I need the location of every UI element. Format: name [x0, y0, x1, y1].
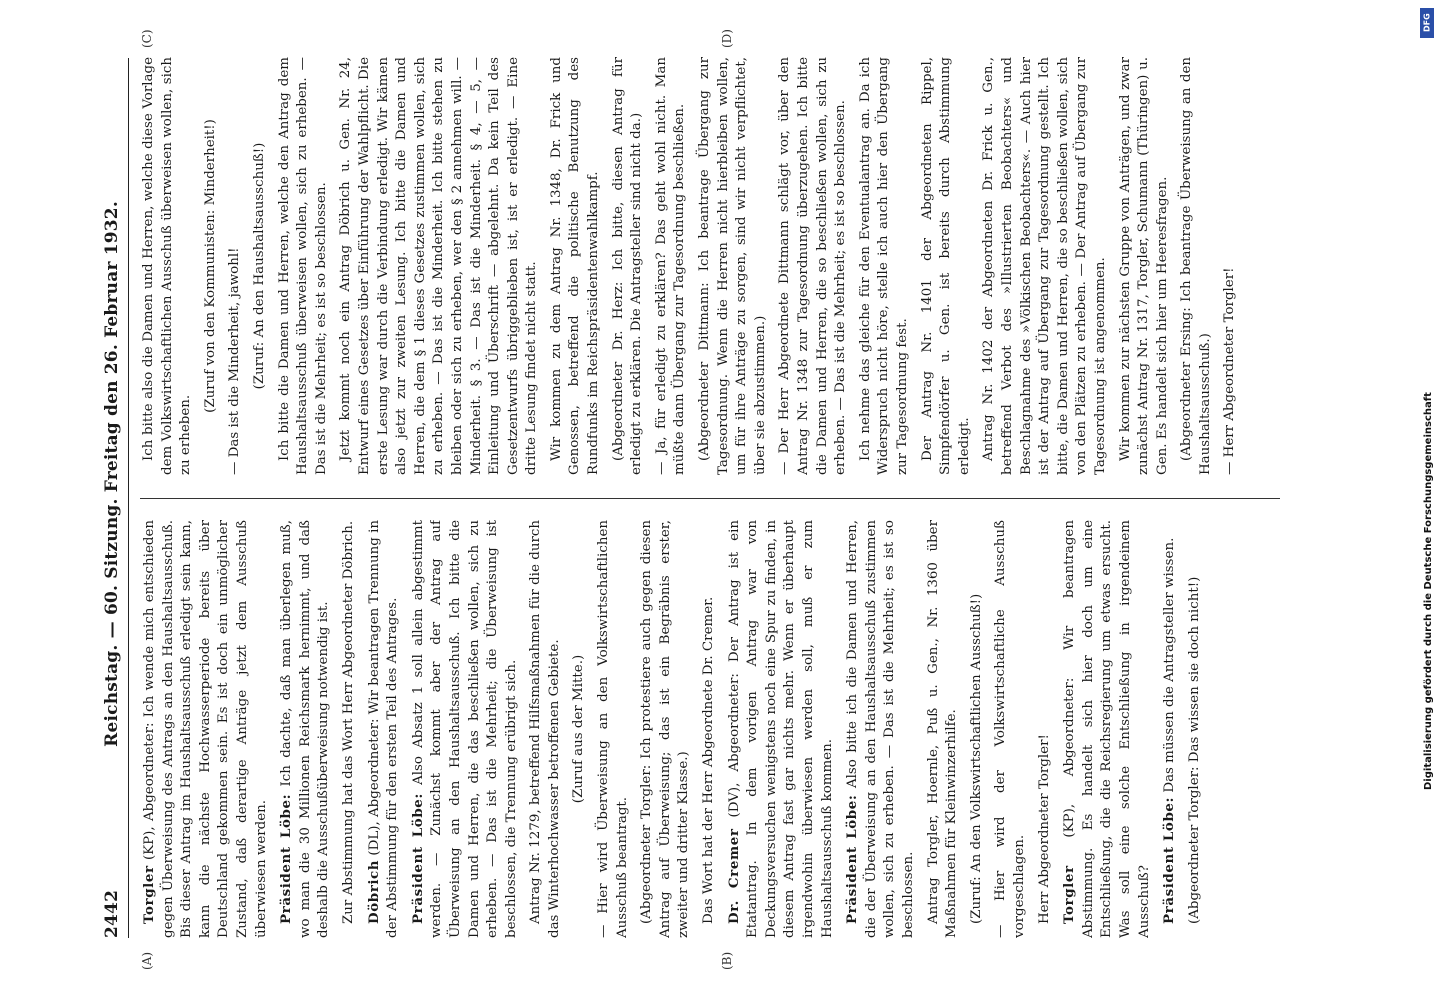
paragraph-text: Der Antrag Nr. 1401 der Abgeordneten Rippel, Simpfendörfer u. Gen. ist bereits durch Abstimmung erledigt.	[919, 57, 972, 475]
paragraph-text: — Der Herr Abgeordnete Dittmann schlägt vor, über den Antrag Nr. 1348 zur Tagesordnung überzugehen. Ich bitte die Damen und Herren, die so beschließen wollen, sich zu erheben. — Das ist die Mehrheit; es ist so beschlossen.	[777, 57, 849, 475]
section-mark-b: (B)	[720, 951, 734, 970]
paragraph	[843, 520, 918, 938]
paragraph	[365, 520, 403, 938]
paragraph-text: Herr Abgeordneter Torgler!	[1036, 734, 1052, 924]
page-number: 2442	[102, 889, 122, 938]
paragraph-text: Ich dachte, daß man überlegen muß, wo man die 30 Millionen Reichsmark hernimmt, und daß deshalb die Ausschußüberweisung notwendig ist.	[279, 520, 332, 938]
paragraph-text: (Zuruf: An den Haushaltsausschuß!)	[251, 142, 267, 390]
speaker-name: Präsident Löbe:	[409, 793, 426, 924]
dfg-caption: Digitalisierung gefördert durch die Deutsche Forschungsgemeinschaft	[1423, 392, 1434, 790]
section-mark-d: (D)	[720, 29, 734, 48]
paragraph	[226, 57, 245, 475]
paragraph	[700, 520, 719, 938]
paragraph	[277, 520, 334, 938]
dfg-logo: DFG	[1420, 8, 1434, 38]
paragraph	[337, 57, 542, 475]
paragraph-text: Ich bitte die Damen und Herren, welche den Antrag dem Haushaltsausschuß überweisen wollen, sich zu erheben. — Das ist die Mehrheit; es ist so beschlossen.	[276, 57, 329, 475]
paragraph	[140, 520, 271, 938]
paragraph	[1186, 520, 1205, 938]
right-column	[140, 57, 1290, 475]
paragraph	[992, 520, 1029, 938]
paragraph	[653, 57, 690, 475]
paragraph	[548, 57, 604, 475]
paragraph	[527, 520, 564, 938]
paragraph	[1221, 57, 1240, 475]
paragraph-text: (Abgeordneter Dr. Herz: Ich bitte, diesen Antrag für erledigt zu erklären. Die Antragsteller sind nicht da.)	[610, 57, 645, 475]
paragraph	[968, 520, 987, 938]
paragraph	[340, 520, 359, 938]
section-mark-c: (C)	[140, 29, 154, 48]
speaker-name: Döbrich	[365, 859, 382, 924]
paragraph	[776, 57, 850, 475]
paragraph-text: Zur Abstimmung hat das Wort Herr Abgeordneter Döbrich.	[340, 520, 356, 924]
paragraph	[1160, 520, 1180, 938]
paragraph-text: (Zuruf von den Kommunisten: Minderheit!)	[202, 119, 218, 413]
paragraph	[1036, 520, 1055, 938]
paragraph	[638, 520, 694, 938]
paragraph-text: — Das ist die Minderheit, jawohl!	[227, 247, 243, 475]
paragraph-text: — Hier wird Überweisung an den Volkswirtschaftlichen Ausschuß beantragt.	[596, 520, 630, 938]
speaker-name: Präsident Löbe:	[278, 793, 295, 924]
header-rule	[128, 58, 129, 938]
paragraph	[696, 57, 770, 475]
paragraph-text: Wir kommen zu dem Antrag Nr. 1348, Dr. Frick und Genossen, betreffend die politische Benutzung des Rundfunks im Reichspräsidentenwahlkampf.	[548, 57, 602, 475]
paragraph-text: (DL), Abgeordneter: Wir beantragen Trennung in der Abstimmung für den ersten Teil des Antrages.	[366, 520, 401, 938]
paragraph-text: Das Wort hat der Herr Abgeordnete Dr. Cremer.	[701, 596, 717, 924]
paragraph-text: — Herr Abgeordneter Torgler!	[1222, 267, 1238, 475]
paragraph	[919, 57, 975, 475]
paragraph	[725, 520, 838, 938]
paragraph-text: (DV), Abgeordneter: Der Antrag ist ein Etatantrag. In dem vorigen Antrag war von Deckungsversuchen wenigstens noch eine Spur zu finden, in diesem Antrag fast gar nichts mehr. Wenn er überhaupt irgendwohin überwiesen werden soll, muß er zum Haushaltsausschuß kommen.	[726, 520, 835, 938]
speaker-name: Präsident Löbe:	[844, 794, 861, 924]
paragraph	[1060, 520, 1154, 938]
speaker-name: Präsident Löbe:	[1161, 796, 1178, 924]
paragraph-text: Antrag Nr. 1279, betreffend Hilfsmaßnahmen für die durch das Winterhochwasser betroffenen Gebiete.	[528, 520, 562, 938]
paragraph	[857, 57, 913, 475]
paragraph-text: (Abgeordneter Ersing: Ich beantrage Überweisung an den Haushaltsausschuß.)	[1179, 57, 1213, 475]
paragraph-text: — Hier wird der Volkswirtschaftliche Ausschuß vorgeschlagen.	[993, 520, 1027, 938]
paragraph	[140, 57, 196, 475]
page-header	[92, 58, 122, 938]
paragraph-text: (Abgeordneter Torgler: Das wissen sie doch nicht!)	[1186, 576, 1202, 924]
paragraph	[1178, 57, 1215, 475]
paragraph-text: (Abgeordneter Dittmann: Ich beantrage Übergang zur Tagesordnung. Wenn die Herren nicht hierbleiben wollen, um für ihre Anträge zu sorgen, sind wir nicht verpflichtet, über sie abzustimmen.)	[697, 57, 768, 475]
paragraph	[980, 57, 1110, 475]
paragraph	[570, 520, 589, 938]
paragraph-text: Ich bitte also die Damen und Herren, welche diese Vorlage dem Volkswirtschaftlichen Ausschuß überweisen wollen, sich zu erheben.	[141, 57, 194, 475]
paragraph	[251, 57, 270, 475]
column-divider	[140, 498, 1280, 499]
paragraph-text: Wir kommen zur nächsten Gruppe von Anträgen, und zwar zunächst Antrag Nr. 1317, Torgler, Schumann (Thüringen) u. Gen. Es handelt sich hier um Heeresfragen.	[1117, 57, 1170, 475]
paragraph-text: Antrag Nr. 1402 der Abgeordneten Dr. Frick u. Gen., betreffend Verbot des »Illustrierten Beobachters« und Beschlagnahme des »Völkischen Beobachters«. — Auch hier ist der Antrag auf Übergang zur Tagesordnung gestellt. Ich bitte, die Damen und Herren, die so beschließen wollen, sich von den Plätzen zu erheben. — Der Antrag auf Übergang zur Tagesordnung ist angenommen.	[981, 57, 1108, 475]
paragraph-text: Ich nehme das gleiche für den Eventualantrag an. Da ich Widerspruch nicht höre, stelle ich auch hier den Übergang zur Tagesordnung fest.	[857, 57, 910, 475]
paragraph	[276, 57, 332, 475]
page-title: Reichstag. — 60. Sitzung. Freitag den 26. Februar 1932.	[102, 201, 122, 747]
paragraph	[610, 57, 647, 475]
paragraph	[595, 520, 632, 938]
paragraph-text: (Abgeordneter Torgler: Ich protestiere auch gegen diesen Antrag auf Überweisung; das ist ein Begräbnis erster, zweiter und dritter Klasse.)	[639, 520, 692, 938]
left-column	[140, 520, 1290, 938]
paragraph	[925, 520, 962, 938]
paragraph-text: (KP), Abgeordneter: Ich wende mich entschieden gegen Überweisung des Antrags an den Haushaltsausschuß. Bis dieser Antrag im Haushaltsausschuß erledigt sein kann, kann die nächste Hochwasserperiode bereits über Deutschland gekommen sein. Es ist doch ein unmöglicher Zustand, daß derartige Anträge jetzt dem Ausschuß überwiesen werden.	[142, 520, 269, 938]
paragraph	[1117, 57, 1173, 475]
section-mark-a: (A)	[140, 951, 154, 970]
paragraph	[202, 57, 221, 475]
paragraph-text: Jetzt kommt noch ein Antrag Döbrich u. Gen. Nr. 24, Entwurf eines Gesetzes über Einführung der Wahlpflicht. Die erste Lesung war durch die Verbindung erledigt. Wir kämen also jetzt zur zweiten Lesung. Ich bitte die Damen und Herren, die dem § 1 dieses Gesetzes zustimmen wollen, sich zu erheben. — Das ist die Minderheit. Ich bitte stehen zu bleiben oder sich zu erheben, wer den § 2 annehmen will. — Minderheit. § 3. — Das ist die Minderheit. § 4, — 5, — Einleitung und Überschrift — abgelehnt. Da kein Teil des Gesetzentwurfs übriggeblieben ist, ist er erledigt. — Eine dritte Lesung findet nicht statt.	[338, 57, 540, 475]
paragraph-text: — Ja, für erledigt zu erklären? Das geht wohl nicht. Man müßte dann Übergang zur Tagesordnung beschließen.	[653, 57, 688, 475]
paragraph-text: Das müssen die Antragsteller wissen.	[1162, 537, 1178, 797]
paragraph-text: Antrag Torgler, Hoernle, Puß u. Gen., Nr. 1360 über Maßnahmen für Kleinwinzerhilfe.	[925, 520, 960, 938]
speaker-name: Torgler	[141, 865, 157, 924]
paragraph-text: Also Absatz 1 soll allein abgestimmt werden. — Zunächst kommt aber der Antrag auf Überweisung an den Haushaltsausschuß. Ich bitte die Damen und Herren, die das beschließen wollen, sich zu erheben. — Das ist die Mehrheit; die Überweisung ist beschlossen, die Trennung erübrigt sich.	[410, 520, 519, 938]
paragraph	[409, 520, 522, 938]
speaker-name: Dr. Cremer	[725, 828, 742, 924]
paragraph-text: (Zuruf aus der Mitte.)	[571, 654, 587, 804]
paragraph-text: Also bitte ich die Damen und Herren, die der Überweisung an den Haushaltsausschuß zustimmen wollen, sich zu erheben. — Das ist die Mehrheit; es ist so beschlossen.	[845, 520, 916, 938]
speaker-name: Torgler	[1061, 865, 1078, 924]
paragraph-text: (KP), Abgeordneter: Wir beantragen Abstimmung. Es handelt sich hier doch um eine Entschließung, die die Reichsregierung um etwas ersucht. Was soll eine solche Entschließung in irgendeinem Ausschuß?	[1062, 520, 1152, 938]
paragraph-text: (Zuruf: An den Volkswirtschaftlichen Ausschuß!)	[968, 593, 984, 924]
